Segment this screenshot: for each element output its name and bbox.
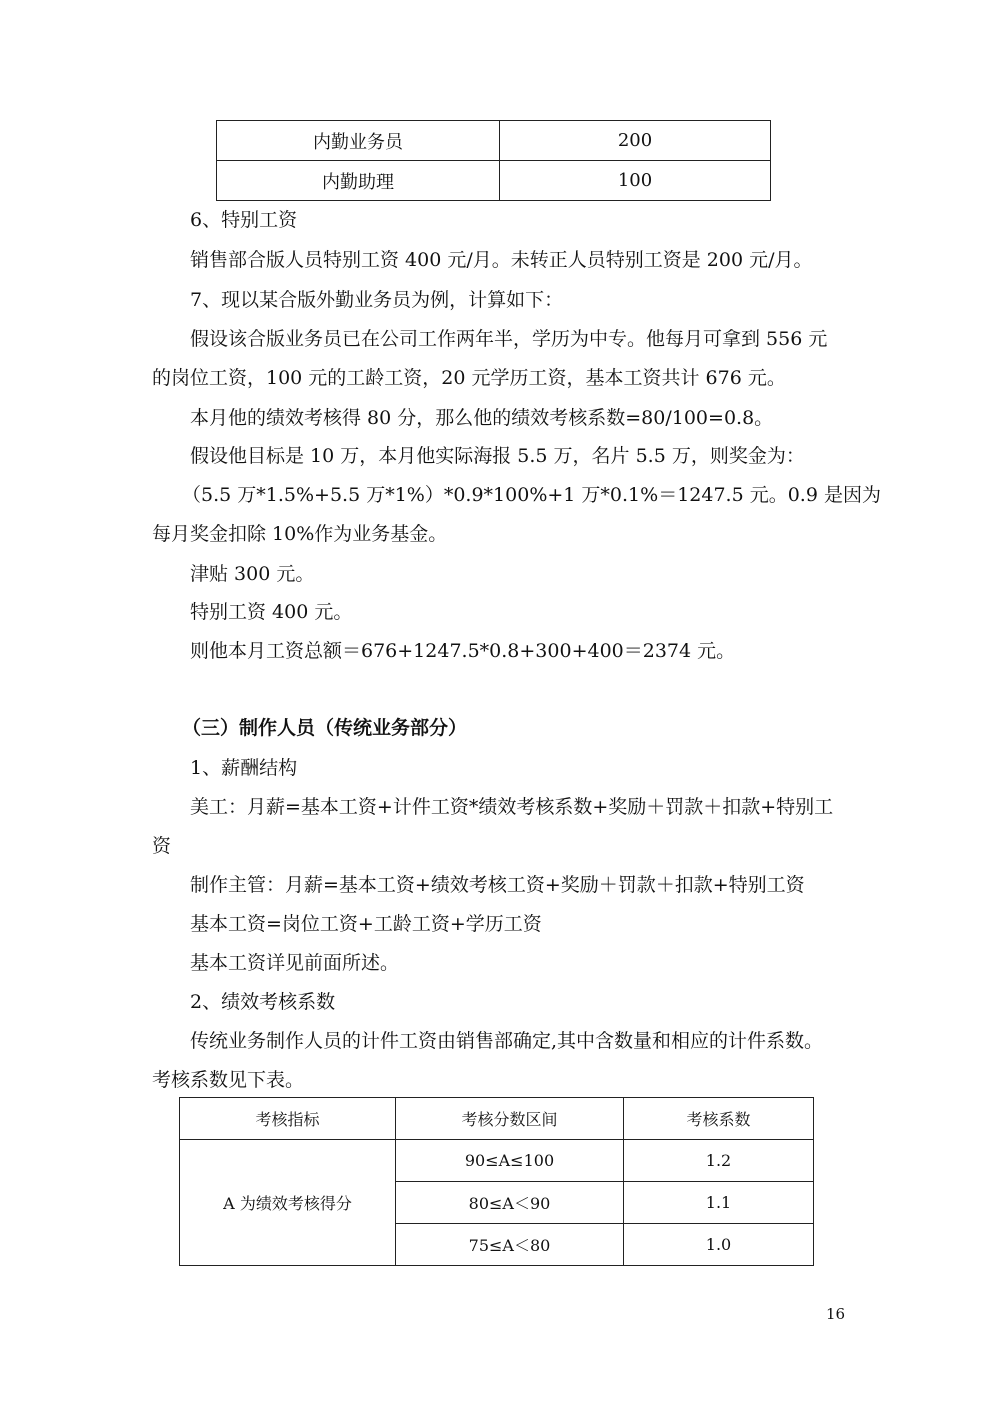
paragraph: 制作主管：月薪=基本工资+绩效考核工资+奖励＋罚款＋扣款+特别工资 (190, 874, 805, 896)
assessment-coefficient-table (179, 1097, 814, 1266)
section-item-heading: 1、薪酬结构 (190, 757, 298, 779)
paragraph: 本月他的绩效考核得 80 分，那么他的绩效考核系数=80/100=0.8。 (190, 407, 774, 429)
range-cell: 75≤A＜80 (396, 1224, 624, 1266)
table-row (217, 161, 771, 201)
column-header: 考核指标 (180, 1098, 396, 1140)
page-number: 16 (826, 1305, 846, 1323)
paragraph: 资 (152, 835, 172, 857)
paragraph: 美工：月薪=基本工资+计件工资*绩效考核系数+奖励＋罚款＋扣款+特别工 (190, 796, 834, 818)
role-cell: 内勤助理 (217, 161, 500, 201)
paragraph: 基本工资=岗位工资+工龄工资+学历工资 (190, 913, 542, 935)
value-cell: 200 (500, 121, 771, 161)
role-cell: 内勤业务员 (217, 121, 500, 161)
coef-cell: 1.0 (624, 1224, 814, 1266)
section-item-heading: 2、绩效考核系数 (190, 991, 336, 1013)
paragraph: 特别工资 400 元。 (190, 601, 353, 623)
table-header-row (180, 1098, 814, 1140)
table-row (180, 1140, 814, 1182)
range-cell: 90≤A≤100 (396, 1140, 624, 1182)
paragraph: 假设该合版业务员已在公司工作两年半，学历为中专。他每月可拿到 556 元 (190, 328, 828, 350)
position-allowance-table (216, 120, 771, 201)
paragraph: 则他本月工资总额＝676+1247.5*0.8+300+400＝2374 元。 (190, 640, 736, 662)
paragraph: 每月奖金扣除 10%作为业务基金。 (152, 523, 448, 545)
section-heading: （三）制作人员（传统业务部分） (182, 717, 468, 739)
value-cell: 100 (500, 161, 771, 201)
section-item-heading: 6、特别工资 (190, 209, 298, 231)
coef-cell: 1.2 (624, 1140, 814, 1182)
paragraph: 基本工资详见前面所述。 (190, 952, 400, 974)
paragraph: 传统业务制作人员的计件工资由销售部确定,其中含数量和相应的计件系数。 (190, 1030, 824, 1052)
range-cell: 80≤A＜90 (396, 1182, 624, 1224)
paragraph: 假设他目标是 10 万，本月他实际海报 5.5 万，名片 5.5 万，则奖金为： (190, 445, 805, 467)
paragraph: 考核系数见下表。 (152, 1069, 305, 1091)
column-header: 考核分数区间 (396, 1098, 624, 1140)
paragraph: 的岗位工资，100 元的工龄工资，20 元学历工资，基本工资共计 676 元。 (152, 367, 786, 389)
section-item-heading: 7、现以某合版外勤业务员为例，计算如下： (190, 289, 564, 311)
coef-cell: 1.1 (624, 1182, 814, 1224)
paragraph: 销售部合版人员特别工资 400 元/月。未转正人员特别工资是 200 元/月。 (190, 249, 813, 271)
paragraph: 津贴 300 元。 (190, 563, 315, 585)
table-row (217, 121, 771, 161)
column-header: 考核系数 (624, 1098, 814, 1140)
indicator-cell: A 为绩效考核得分 (180, 1140, 396, 1266)
formula-line: （5.5 万*1.5%+5.5 万*1%）*0.9*100%+1 万*0.1%＝1247.5 元。0.9 是因为 (182, 484, 881, 506)
